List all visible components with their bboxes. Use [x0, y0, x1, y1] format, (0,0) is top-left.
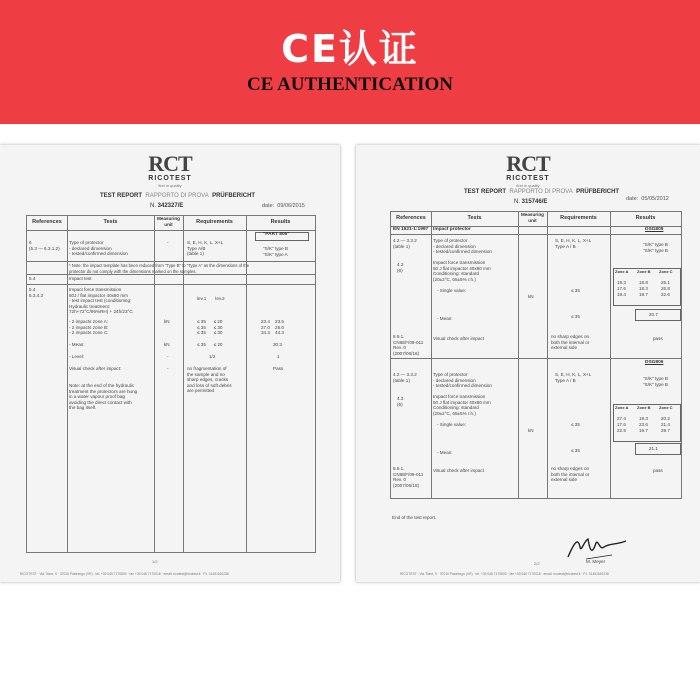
b2-single-label: - Single value:: [437, 422, 467, 427]
row5-test: - 2 impacts zone A: - 2 impacts zone B: - 2 impacts zone C:: [69, 319, 109, 336]
row7-res: 1: [277, 354, 280, 359]
header-requirements: Requirements: [196, 219, 233, 225]
b1-test-a: Type of protector - declared dimension - tested/confirmed dimension: [433, 238, 492, 255]
b2-req-c: no sharp edges on both the internal or external side: [551, 466, 590, 483]
b1-ref-b: 4.3 (6): [397, 262, 404, 273]
b2-mean: 21.1: [649, 446, 658, 451]
b2-z-b1: 19.3: [639, 416, 648, 421]
row5-res: 23.4 23.5 27.0 25.0 34.3 44.3: [261, 319, 284, 336]
b1-req-single: ≤ 35: [571, 288, 580, 293]
b1-single-label: - Single value:: [437, 288, 467, 293]
logo-mark: RCT: [506, 151, 550, 176]
header-references: References: [32, 219, 62, 225]
row6-unit: kN: [164, 342, 170, 347]
b2-ref-c: 8.9.1. CNIB/F/09-011 Rev. 0 (2007/06/18): [393, 466, 424, 488]
b1-test-b: Impact force transmission 50 J flat impactor 40x80 mm Conditioning: standard (20±2°C, 65±5% r.h.): [433, 260, 491, 282]
b1-ref-a: 4.2 — 3.3.2 (table 1): [393, 238, 417, 249]
row9-note: Note: at the end of the hydraulic treatment the protectors are hung in a water vapour proof bag avoiding the direct contact with the bag itself.: [69, 383, 138, 411]
ricotest-logo: [0, 153, 340, 188]
b2-z-c1: 20.2: [661, 416, 670, 421]
signer-name: M. Meyer: [586, 559, 606, 564]
header-references: References: [396, 215, 426, 221]
row1-test: Type of protector - declared dimension - tested/confirmed dimension: [69, 240, 128, 257]
b2-z-b3: 19.7: [639, 428, 648, 433]
sample-code-2: DSG806: [645, 360, 664, 365]
footer-address: RICOTEST · Via Tione, 9 · 37010 Pastrengo (VR) · tel. +39 045 7170800 · fax +39 045 7170018 · email: ricotest@ricotest.it · P.I. 01491160238: [20, 572, 229, 576]
sample-code-1: DSG805: [645, 227, 664, 232]
report-title: TEST REPORT RAPPORTO DI PROVA PRÜFBERICHT: [100, 193, 256, 199]
b2-zone-a: Zone A: [615, 405, 629, 410]
report-date: date: 09/06/2015: [262, 203, 305, 209]
b1-test-c: Visual check after impact: [433, 336, 484, 341]
row1-unit: -: [167, 240, 169, 245]
b1-req-c: no sharp edges on both the internal or external side: [551, 334, 590, 351]
b1-z-b1: 18.8: [639, 280, 648, 285]
b2-req-single: ≤ 35: [571, 422, 580, 427]
logo-name: RICOTEST: [148, 175, 192, 182]
b2-unit: kN: [528, 428, 534, 433]
report-number: N. 315746/E: [514, 199, 548, 205]
b2-req-a: S, E, H, K, L, X+L Type A / B: [555, 372, 592, 383]
b2-res-a: "S/K" type B "S/K" type B: [643, 376, 668, 387]
logo-tagline: first in quality: [516, 183, 540, 188]
report-title: TEST REPORT RAPPORTO DI PROVA PRÜFBERICHT: [464, 189, 620, 195]
b1-z-c1: 25.1: [661, 280, 670, 285]
b2-test-b: Impact force transmission 50 J flat impactor 40x80 mm Conditioning: standard (20±2°C, 65±5% r.h.): [433, 394, 491, 416]
b2-ref-b: 4.3 (6): [397, 396, 404, 407]
test-report-left: [0, 145, 340, 582]
b1-req-mean: ≤ 35: [571, 314, 580, 319]
b1-unit: kN: [528, 294, 534, 299]
b1-z-a2: 17.6: [617, 286, 626, 291]
page-number: 2/2: [534, 561, 540, 566]
header-results: Results: [635, 215, 656, 221]
end-note: End of the test report.: [392, 515, 437, 520]
b1-zone-b: Zone B: [637, 269, 651, 274]
b1-z-a1: 19.3: [617, 280, 626, 285]
b2-ref-a: 4.2 — 3.3.2 (table 1): [393, 372, 417, 383]
row3-ref: 5.4: [29, 276, 36, 281]
b1-z-c2: 26.8: [661, 286, 670, 291]
row4-ref: 5.4 6.3.4.3: [29, 287, 44, 298]
b1-z-a3: 19.4: [617, 292, 626, 297]
row8-test: Visual check after impact:: [69, 366, 122, 371]
row8-req: no fragmentation of the sample and no sharp edges, cracks and loss of soft debris are permitted: [187, 366, 232, 394]
row1-ref: 6 (5.3 — 6.3.1.2): [29, 240, 60, 251]
b1-z-c3: 22.6: [661, 292, 670, 297]
header-tests: Tests: [103, 219, 118, 225]
b2-z-a1: 27.4: [617, 416, 626, 421]
results-table: [26, 215, 316, 553]
b2-test-c: Visual check after impact: [433, 468, 484, 473]
b1-mean-label: - Mean:: [437, 316, 453, 321]
b1-ref-c: 8.9.1. CNIB/F/09-011 Rev. 0 (2007/06/18): [393, 334, 424, 356]
b2-zone-c: Zone C: [659, 405, 673, 410]
row6-res: 30.3: [273, 342, 282, 347]
ricotest-logo: [356, 153, 700, 188]
b1-res-c: pass: [653, 336, 663, 341]
b1-z-b3: 19.7: [639, 292, 648, 297]
logo-mark: RCT: [148, 151, 192, 176]
standard-label: EN 1621-1:1997: [393, 227, 429, 232]
banner-subtitle: CE AUTHENTICATION: [246, 74, 454, 95]
header-unit: Measuring unit: [521, 212, 544, 223]
section-title: Impact protector: [433, 227, 471, 232]
header-results: Results: [270, 219, 291, 225]
banner: [0, 0, 700, 124]
row8-res: Pass: [273, 366, 284, 371]
logo-tagline: first in quality: [158, 183, 182, 188]
b2-res-c: pass: [653, 468, 663, 473]
b2-z-a2: 17.6: [617, 422, 626, 427]
b2-zone-b: Zone B: [637, 405, 651, 410]
row3-test: Impact test: [69, 276, 92, 281]
report-date: date: 05/05/2012: [626, 196, 669, 202]
test-report-right: [356, 145, 700, 582]
row4-req: lev.1 lev.2: [197, 296, 225, 301]
b1-zone-a: Zone A: [615, 269, 629, 274]
row1-req: S, E, H, K, L, X+L Type A/B (table 1): [187, 240, 224, 257]
row8-unit: -: [167, 366, 169, 371]
report-number: N. 342327/E: [150, 203, 184, 209]
b2-z-b2: 23.6: [639, 422, 648, 427]
header-requirements: Requirements: [560, 215, 597, 221]
footer-address: RICOTEST · Via Tione, 9 · 37010 Pastrengo (VR) · tel. +39 045 7170800 · fax +39 045 7170018 · email: ricotest@ricotest.it · P.I. 01491160238: [400, 572, 609, 576]
results-title: "PART 805": [263, 232, 290, 237]
row4-test: Impact force transmission 50J / flat impactor 40x80 mm - test impact test (conditioning: Hydraulic treatment: 72h+72°C/96%RH) + 24h/23°C: [69, 287, 133, 315]
results-table: [390, 211, 682, 499]
row1-res: "S/K" type B "S/K" type A: [263, 246, 288, 257]
b2-mean-label: - Mean:: [437, 450, 453, 455]
row5-req: ≤ 35 ≤ 20 ≤ 35 ≤ 30 ≤ 35 ≤ 30: [197, 319, 223, 336]
row5-unit: kN: [164, 319, 170, 324]
b1-req-a: S, E, H, K, L, X+L Type A / B: [555, 238, 592, 249]
b2-z-a3: 22.9: [617, 428, 626, 433]
row7-unit: -: [167, 354, 169, 359]
b1-z-b2: 18.3: [639, 286, 648, 291]
logo-name: RICOTEST: [506, 175, 550, 182]
header-tests: Tests: [467, 215, 482, 221]
b1-res-a: "S/K" type B "S/K" type B: [643, 242, 668, 253]
row7-test: - Level:: [69, 354, 85, 359]
b2-z-c2: 21.4: [661, 422, 670, 427]
page-number: 1/2: [152, 559, 158, 564]
b2-test-a: Type of protector - declared dimension - tested/confirmed dimension: [433, 372, 492, 389]
b2-z-c3: 29.7: [661, 428, 670, 433]
b1-mean: 20.7: [649, 312, 658, 317]
row2-note: * Note: the impact template has been reduced from "Type B" to "Type A" as the dimensions of the protector do not comply with the dimensions marked on the samples.: [69, 263, 250, 274]
b2-req-mean: ≤ 35: [571, 448, 580, 453]
banner-title: CE认证: [281, 27, 419, 71]
row6-test: - Mean:: [69, 342, 85, 347]
b1-zone-c: Zone C: [659, 269, 673, 274]
row7-req: 1/2: [209, 354, 216, 359]
header-unit: Measuring unit: [157, 216, 180, 227]
row6-req: ≤ 35 ≤ 20: [197, 342, 223, 347]
